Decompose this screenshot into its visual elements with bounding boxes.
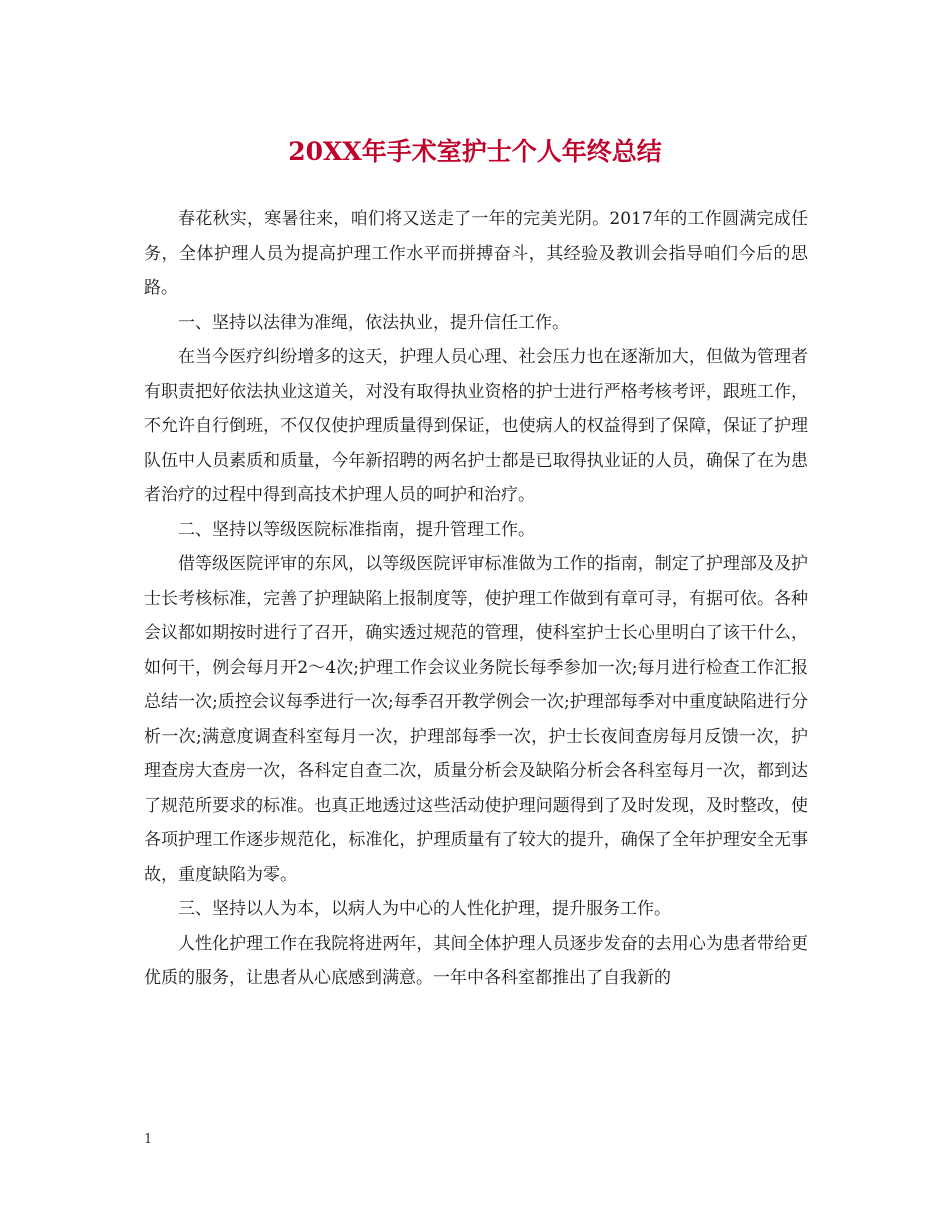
paragraph-section-1: 在当今医疗纠纷增多的这天，护理人员心理、社会压力也在逐渐加大，但做为管理者有职责把好依法执业这道关，对没有取得执业资格的护士进行严格考核考评，跟班工作，不允许自行倒班，不仅仅使护理质量得到保证，也使病人的权益得到了保障，保证了护理队伍中人员素质和质量，今年新招聘的两名护士都是已取得执业证的人员，确保了在为患者治疗的过程中得到高技术护理人员的呵护和治疗。 bbox=[144, 347, 808, 505]
section-heading-2: 二、坚持以等级医院标准指南，提升管理工作。 bbox=[178, 519, 535, 540]
paragraph-section-2: 借等级医院评审的东风，以等级医院评审标准做为工作的指南，制定了护理部及及护士长考核标准，完善了护理缺陷上报制度等，使护理工作做到有章可寻，有据可依。各种会议都如期按时进行了召开，确实透过规范的管理，使科室护士长心里明白了该干什么，如何干，例会每月开2～4次;护理工作会议业务院长每季参加一次;每月进行检查工作汇报总结一次;质控会议每季进行一次;每季召开教学例会一次;护理部每季对中重度缺陷进行分析一次;满意度调查科室每月一次，护理部每季一次，护士长夜间查房每月反馈一次，护理查房大查房一次，各科定自查二次，质量分析会及缺陷分析会各科室每月一次，都到达了规范所要求的标准。也真正地透过这些活动使护理问题得到了及时发现，及时整改，使各项护理工作逐步规范化，标准化，护理质量有了较大的提升，确保了全年护理安全无事故，重度缺陷为零。 bbox=[144, 554, 808, 885]
document-body bbox=[144, 202, 808, 996]
section-heading-3: 三、坚持以人为本，以病人为中心的人性化护理，提升服务工作。 bbox=[178, 899, 671, 919]
document-title: 20XX年手术室护士个人年终总结 bbox=[288, 137, 662, 166]
paragraph-intro: 春花秋实，寒暑往来，咱们将又送走了一年的完美光阴。2017年的工作圆满完成任务，全体护理人员为提高护理工作水平而拼搏奋斗，其经验及教训会指导咱们今后的思路。 bbox=[144, 209, 808, 298]
section-heading-1: 一、坚持以法律为准绳，依法执业，提升信任工作。 bbox=[178, 312, 569, 333]
page-number: 1 bbox=[144, 1132, 153, 1147]
paragraph-section-3: 人性化护理工作在我院将进两年，其间全体护理人员逐步发奋的去用心为患者带给更优质的服务，让患者从心底感到满意。一年中各科室都推出了自我新的 bbox=[144, 933, 808, 988]
